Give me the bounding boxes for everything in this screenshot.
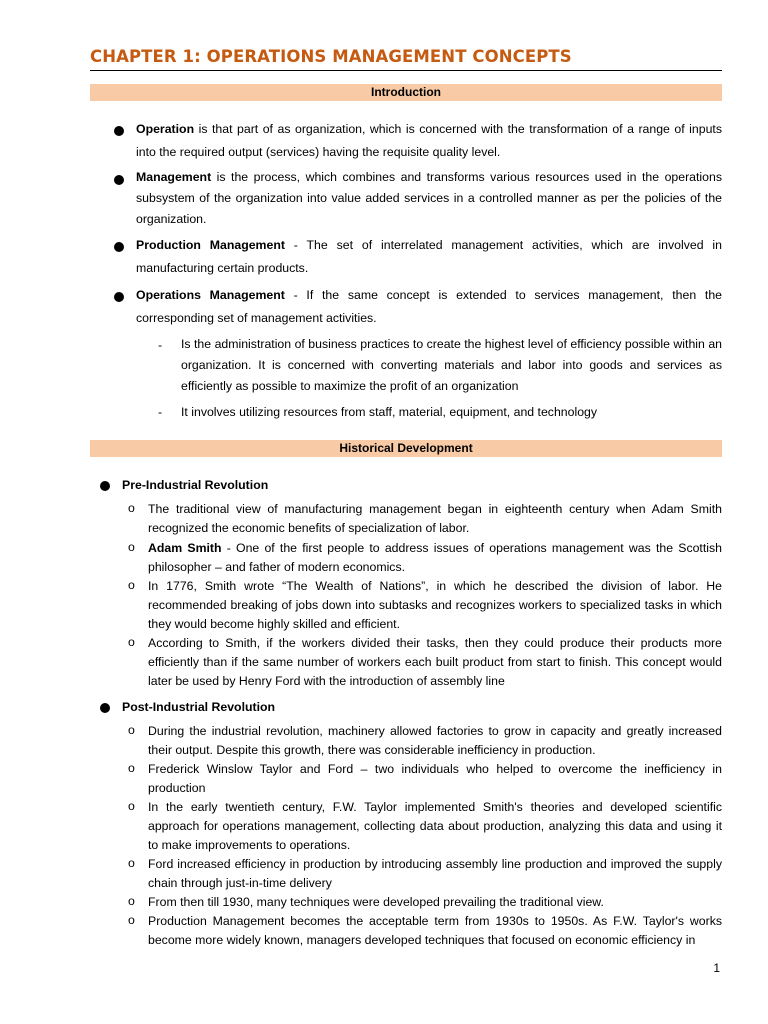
intro-subitem: It involves utilizing resources from staff, material, equipment, and technology [181, 405, 598, 419]
intro-item-production-management: Production Management - The set of interrelated management activities, which are involved in manufacturing certain products. [136, 238, 722, 275]
pre-item: In 1776, Smith wrote “The Wealth of Nations”, in which he described the division of labor. He recommended breaking of jobs down into subtasks and recognizes workers to specialized tasks in which they would become highly skilled and efficient. [148, 579, 722, 631]
post-item: From then till 1930, many techniques were developed prevailing the traditional view. [148, 895, 604, 909]
circle-marker: o [128, 894, 135, 908]
intro-item-management: Management is the process, which combines and transforms various resources used in the operations subsystem of the organization into value added services in a controlled manner as per the policies of the organization. [136, 170, 722, 226]
circle-marker: o [128, 856, 135, 870]
post-item: Frederick Winslow Taylor and Ford – two individuals who helped to overcome the inefficiency in production [148, 762, 722, 795]
bullet-icon [114, 292, 124, 302]
dash-marker: - [158, 405, 163, 419]
circle-marker: o [128, 635, 135, 649]
circle-marker: o [128, 723, 135, 737]
circle-marker: o [128, 578, 135, 592]
subsection-post-industrial: Post-Industrial Revolution [122, 700, 276, 714]
post-item: During the industrial revolution, machinery allowed factories to grow in capacity and greatly increased their output. Despite this growth, there was considerable inefficiency in production. [148, 724, 722, 757]
circle-marker: o [128, 913, 135, 927]
chapter-title: CHAPTER 1: OPERATIONS MANAGEMENT CONCEPTS [90, 46, 722, 71]
page-number: 1 [713, 961, 720, 975]
bullet-icon [100, 703, 110, 713]
section-banner-historical-development: Historical Development [90, 440, 722, 457]
post-item: In the early twentieth century, F.W. Taylor implemented Smith's theories and developed scientific approach for operations management, collecting data about production, analyzing this data and using it to make improvements to operations. [148, 800, 722, 852]
pre-item: The traditional view of manufacturing management began in eighteenth century when Adam Smith recognized the economic benefits of specialization of labor. [148, 502, 722, 535]
section-banner-introduction: Introduction [90, 84, 722, 101]
bullet-icon [100, 481, 110, 491]
circle-marker: o [128, 799, 135, 813]
intro-item-operations-management: Operations Management - If the same concept is extended to services management, then the corresponding set of management activities. [136, 288, 722, 325]
bullet-icon [114, 242, 124, 252]
circle-marker: o [128, 501, 135, 515]
pre-item: Adam Smith - One of the first people to address issues of operations management was the Scottish philosopher – and father of modern economics. [148, 541, 722, 574]
post-item: Production Management becomes the acceptable term from 1930s to 1950s. As F.W. Taylor's works become more widely known, managers developed techniques that focused on economic efficiency in [148, 914, 722, 947]
circle-marker: o [128, 540, 135, 554]
circle-marker: o [128, 761, 135, 775]
intro-subitem: Is the administration of business practices to create the highest level of efficiency possible within an organization. It is concerned with converting materials and labor into goods and services as efficiently as possible to maximize the profit of an organization [181, 337, 722, 393]
intro-item-operation: Operation is that part of as organization, which is concerned with the transformation of a range of inputs into the required output (services) having the requisite quality level. [136, 122, 722, 159]
subsection-pre-industrial: Pre-Industrial Revolution [122, 478, 269, 492]
pre-item: According to Smith, if the workers divided their tasks, then they could produce their products more efficiently than if the same number of workers each built product from start to finish. This concept would later be used by Henry Ford with the introduction of assembly line [148, 636, 722, 688]
post-item: Ford increased efficiency in production by introducing assembly line production and improved the supply chain through just-in-time delivery [148, 857, 722, 890]
bullet-icon [114, 126, 124, 136]
bullet-icon [114, 175, 124, 185]
dash-marker: - [158, 338, 163, 352]
